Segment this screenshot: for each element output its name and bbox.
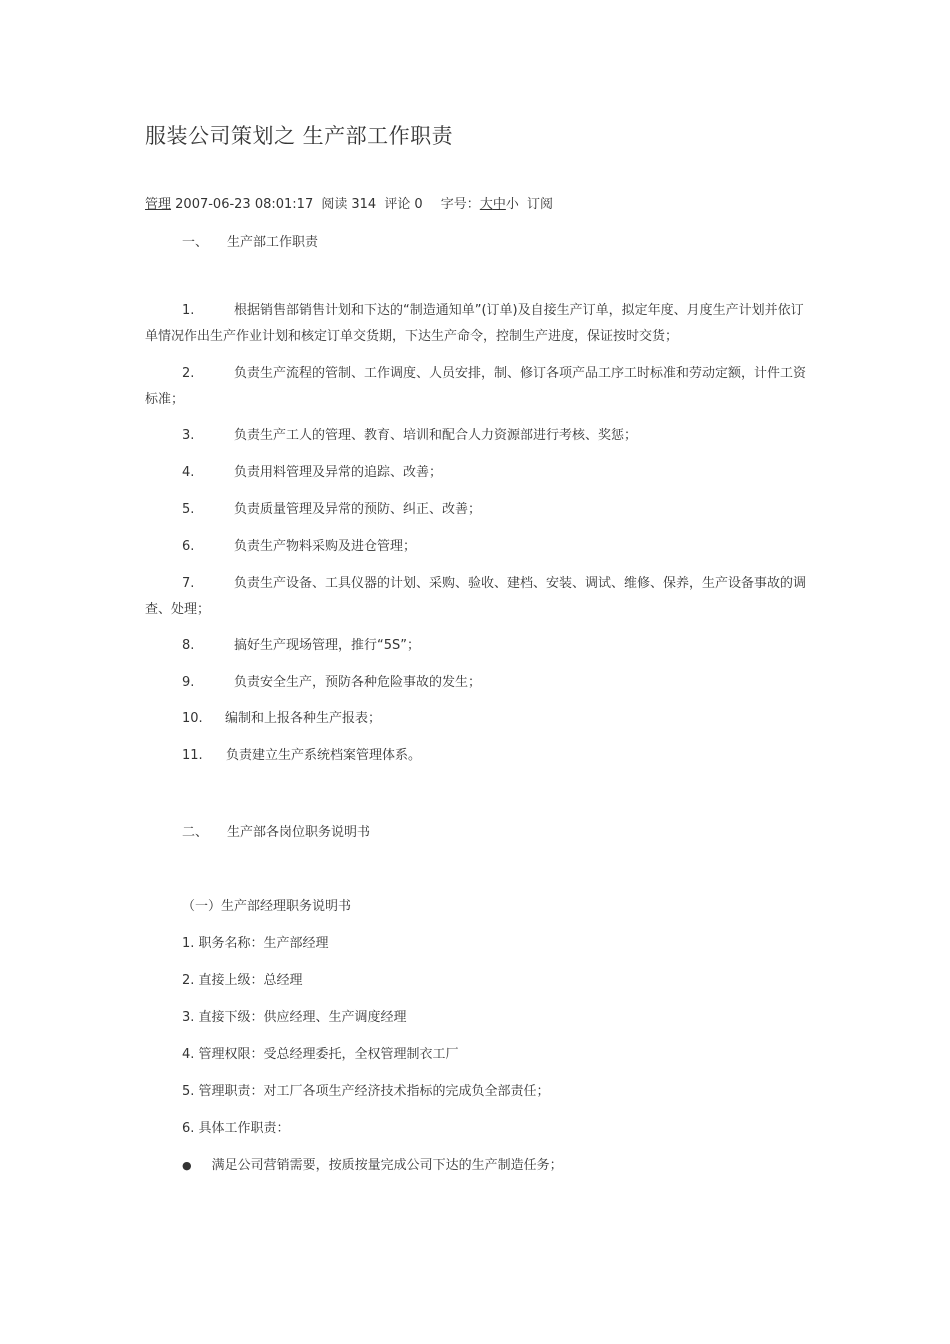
item-text: 负责生产设备、工具仪器的计划、采购、验收、建档、安装、调试、维修、保养，生产设备事故的调查、处理； [145,576,807,617]
read-label: 阅读 [321,197,348,212]
item-number: 10. [182,711,203,726]
item-number: 7. [182,576,195,591]
list-item [145,571,810,623]
item-text: 编制和上报各种生产报表； [225,711,382,726]
item-number: 4. [182,465,195,480]
section-number: 一、 [182,235,209,250]
font-size-label: 字号： [440,197,480,212]
job-detail-item: 2. 直接上级：总经理 [182,973,303,988]
item-number: 5. [182,502,195,517]
page-title: 服装公司策划之 生产部工作职责 [145,124,454,148]
font-size-large-link[interactable]: 大 [479,197,493,212]
job-detail-item: 6. 具体工作职责： [182,1121,290,1136]
item-text: 负责用料管理及异常的追踪、改善； [234,465,443,480]
author-link[interactable]: 管理 [145,197,172,212]
subsection-title: （一）生产部经理职务说明书 [182,899,352,914]
font-size-small-link[interactable]: 小 [505,197,519,212]
item-text: 搞好生产现场管理，推行“5S”； [234,638,420,653]
bullet-item [182,1154,563,1173]
section-number: 二、 [182,825,209,840]
list-item [145,497,810,523]
item-text: 负责生产物料采购及进仓管理； [234,539,417,554]
section-title: 生产部工作职责 [227,235,319,250]
article-meta [145,193,557,212]
list-item [145,361,810,413]
list-item [145,706,810,732]
item-text: 负责安全生产，预防各种危险事故的发生； [234,675,482,690]
job-detail-item: 4. 管理权限：受总经理委托，全权管理制衣工厂 [182,1047,459,1062]
item-number: 2. [182,366,195,381]
list-item [145,423,810,449]
section-heading [182,231,318,250]
job-detail-item: 1. 职务名称：生产部经理 [182,936,329,951]
subscribe-link[interactable]: 订阅 [527,197,554,212]
item-number: 3. [182,428,195,443]
section-title: 生产部各岗位职务说明书 [227,825,371,840]
item-number: 8. [182,638,195,653]
item-number: 1. [182,303,195,318]
item-text: 负责质量管理及异常的预防、纠正、改善； [234,502,482,517]
list-item [145,743,810,769]
list-item [145,670,810,696]
item-text: 负责建立生产系统档案管理体系。 [226,748,422,763]
item-number: 9. [182,675,195,690]
list-item [145,633,810,659]
item-text: 负责生产工人的管理、教育、培训和配合人力资源部进行考核、奖惩； [234,428,638,443]
section-heading [182,821,370,840]
read-count: 314 [351,197,377,212]
list-item [145,534,810,560]
post-datetime: 2007-06-23 08:01:17 [175,197,314,212]
comment-count: 0 [414,197,423,212]
item-text: 负责生产流程的管制、工作调度、人员安排，制、修订各项产品工序工时标准和劳动定额，计件工资标准； [145,366,807,407]
item-text: 根据销售部销售计划和下达的“制造通知单”(订单)及自接生产订单，拟定年度、月度生产计划并依订单情况作出生产作业计划和核定订单交货期，下达生产命令，控制生产进度，保证按时交货； [145,303,804,344]
item-number: 6. [182,539,195,554]
job-detail-item: 3. 直接下级：供应经理、生产调度经理 [182,1010,407,1025]
job-detail-item: 5. 管理职责：对工厂各项生产经济技术指标的完成负全部责任； [182,1084,550,1099]
font-size-medium-link[interactable]: 中 [492,197,506,212]
list-item [145,298,810,350]
item-number: 11. [182,748,203,763]
bullet-icon: ● [182,1159,192,1172]
bullet-text: 满足公司营销需要，按质按量完成公司下达的生产制造任务； [211,1158,563,1173]
list-item [145,460,810,486]
comment-label: 评论 [384,197,411,212]
